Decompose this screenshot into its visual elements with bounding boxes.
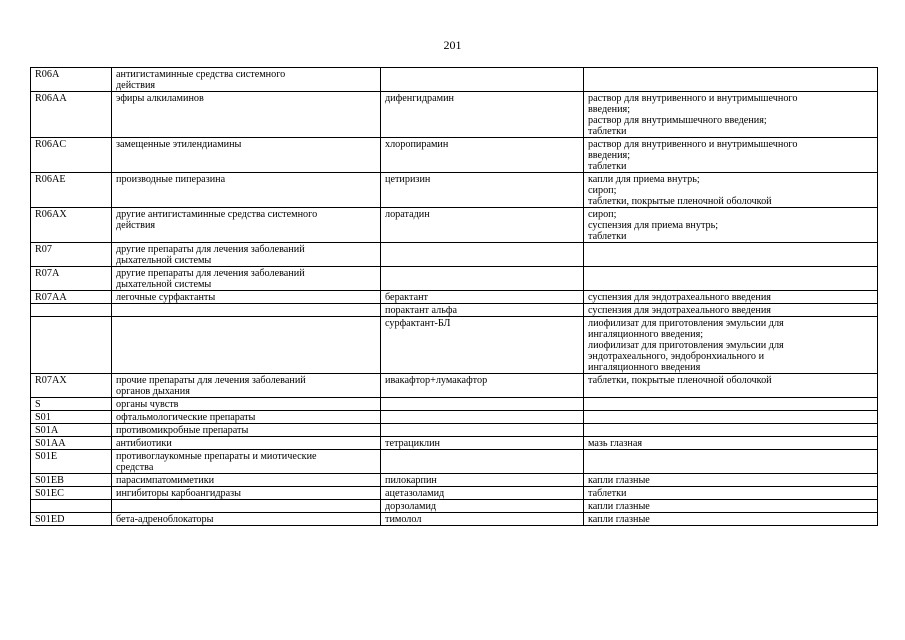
group-name-cell: парасимпатомиметики — [112, 474, 381, 487]
table-row — [31, 474, 878, 487]
dosage-form-cell — [584, 411, 878, 424]
drug-name-cell: цетиризин — [381, 173, 584, 208]
dosage-form-cell: суспензия для эндотрахеального введения — [584, 304, 878, 317]
table-row — [31, 374, 878, 398]
group-name-cell: противомикробные препараты — [112, 424, 381, 437]
dosage-form-cell: капли для приема внутрь; сироп; таблетки, покрытые пленочной оболочкой — [584, 173, 878, 208]
drug-name-cell — [381, 243, 584, 267]
table-row — [31, 138, 878, 173]
atc-code-cell: R06AX — [31, 208, 112, 243]
group-name-cell: другие препараты для лечения заболеваний дыхательной системы — [112, 267, 381, 291]
page-number: 201 — [443, 38, 462, 52]
table-row — [31, 450, 878, 474]
dosage-form-cell — [584, 450, 878, 474]
table-row — [31, 487, 878, 500]
group-name-cell — [112, 500, 381, 513]
atc-code-cell: S01E — [31, 450, 112, 474]
table-row — [31, 437, 878, 450]
group-name-cell: другие антигистаминные средства системного действия — [112, 208, 381, 243]
atc-code-cell: R06AC — [31, 138, 112, 173]
atc-code-cell: S — [31, 398, 112, 411]
atc-code-cell: S01AA — [31, 437, 112, 450]
table-row — [31, 267, 878, 291]
group-name-cell: ингибиторы карбоангидразы — [112, 487, 381, 500]
group-name-cell — [112, 317, 381, 374]
dosage-form-cell — [584, 267, 878, 291]
dosage-form-cell: лиофилизат для приготовления эмульсии для ингаляционного введения; лиофилизат для приготовления эмульсии для эндотрахеального, эндобронхиального и ингаляционного введения — [584, 317, 878, 374]
dosage-form-cell: таблетки, покрытые пленочной оболочкой — [584, 374, 878, 398]
dosage-form-cell: сироп; суспензия для приема внутрь; таблетки — [584, 208, 878, 243]
drug-name-cell: ацетазоламид — [381, 487, 584, 500]
table-row — [31, 208, 878, 243]
drug-name-cell — [381, 68, 584, 92]
group-name-cell: замещенные этилендиамины — [112, 138, 381, 173]
drug-name-cell — [381, 411, 584, 424]
drug-name-cell — [381, 398, 584, 411]
atc-code-cell: R07AX — [31, 374, 112, 398]
group-name-cell: антигистаминные средства системного действия — [112, 68, 381, 92]
dosage-form-cell: раствор для внутривенного и внутримышечного введения; раствор для внутримышечного введения; таблетки — [584, 92, 878, 138]
atc-code-cell — [31, 500, 112, 513]
group-name-cell: офтальмологические препараты — [112, 411, 381, 424]
atc-code-cell — [31, 304, 112, 317]
drug-name-cell: лоратадин — [381, 208, 584, 243]
dosage-form-cell — [584, 243, 878, 267]
dosage-form-cell: капли глазные — [584, 474, 878, 487]
group-name-cell: бета-адреноблокаторы — [112, 513, 381, 526]
drug-name-cell — [381, 267, 584, 291]
atc-code-cell: S01A — [31, 424, 112, 437]
atc-code-cell: R07 — [31, 243, 112, 267]
drug-name-cell: тимолол — [381, 513, 584, 526]
atc-code-cell: R06AA — [31, 92, 112, 138]
group-name-cell: противоглаукомные препараты и миотические средства — [112, 450, 381, 474]
group-name-cell: легочные сурфактанты — [112, 291, 381, 304]
dosage-form-cell: мазь глазная — [584, 437, 878, 450]
drug-name-cell — [381, 450, 584, 474]
dosage-form-cell — [584, 68, 878, 92]
table-row — [31, 411, 878, 424]
table-row — [31, 500, 878, 513]
drug-name-cell: тетрациклин — [381, 437, 584, 450]
dosage-form-cell: раствор для внутривенного и внутримышечного введения; таблетки — [584, 138, 878, 173]
atc-code-cell: R06AE — [31, 173, 112, 208]
drug-name-cell: хлоропирамин — [381, 138, 584, 173]
drug-name-cell: дорзоламид — [381, 500, 584, 513]
dosage-form-cell: капли глазные — [584, 513, 878, 526]
drug-name-cell: сурфактант-БЛ — [381, 317, 584, 374]
atc-code-cell: R07AA — [31, 291, 112, 304]
table-row — [31, 513, 878, 526]
atc-code-cell: R07A — [31, 267, 112, 291]
atc-code-cell — [31, 317, 112, 374]
atc-code-cell: S01EC — [31, 487, 112, 500]
group-name-cell: антибиотики — [112, 437, 381, 450]
table-row — [31, 68, 878, 92]
table-row — [31, 92, 878, 138]
dosage-form-cell: таблетки — [584, 487, 878, 500]
table-row — [31, 291, 878, 304]
table-row — [31, 317, 878, 374]
atc-code-cell: R06A — [31, 68, 112, 92]
drug-name-cell: ивакафтор+лумакафтор — [381, 374, 584, 398]
drug-name-cell: порактант альфа — [381, 304, 584, 317]
drug-name-cell: дифенгидрамин — [381, 92, 584, 138]
table-row — [31, 398, 878, 411]
drug-name-cell: берактант — [381, 291, 584, 304]
atc-code-cell: S01ED — [31, 513, 112, 526]
table-row — [31, 243, 878, 267]
atc-code-cell: S01EB — [31, 474, 112, 487]
group-name-cell: органы чувств — [112, 398, 381, 411]
dosage-form-cell — [584, 424, 878, 437]
group-name-cell: производные пиперазина — [112, 173, 381, 208]
drug-name-cell — [381, 424, 584, 437]
drug-table — [30, 67, 878, 526]
group-name-cell: эфиры алкиламинов — [112, 92, 381, 138]
group-name-cell: другие препараты для лечения заболеваний дыхательной системы — [112, 243, 381, 267]
group-name-cell: прочие препараты для лечения заболеваний органов дыхания — [112, 374, 381, 398]
table-row — [31, 424, 878, 437]
table-row — [31, 304, 878, 317]
group-name-cell — [112, 304, 381, 317]
drug-name-cell: пилокарпин — [381, 474, 584, 487]
atc-code-cell: S01 — [31, 411, 112, 424]
table-row — [31, 173, 878, 208]
dosage-form-cell: капли глазные — [584, 500, 878, 513]
dosage-form-cell: суспензия для эндотрахеального введения — [584, 291, 878, 304]
dosage-form-cell — [584, 398, 878, 411]
drug-table-body — [31, 68, 878, 526]
